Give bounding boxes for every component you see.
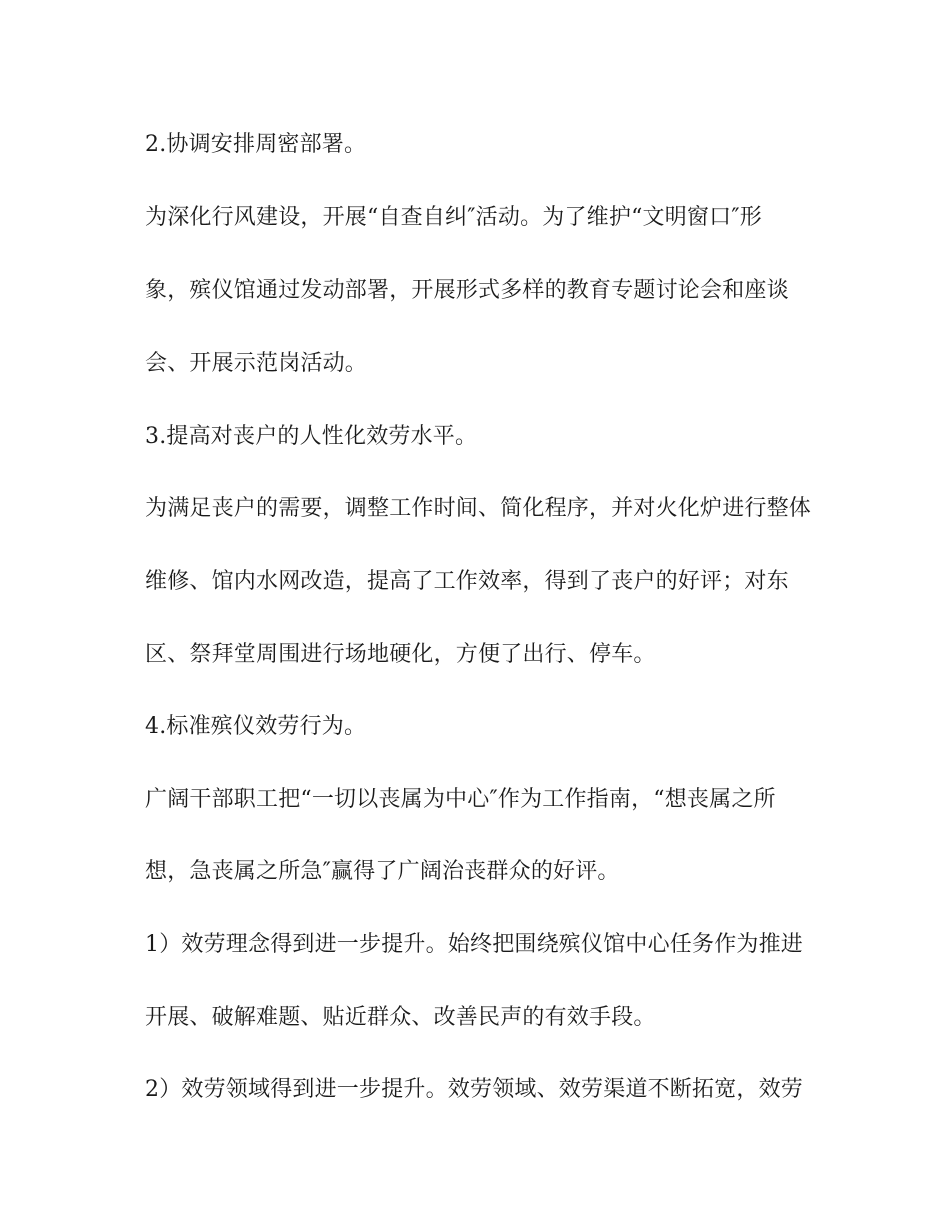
list-item-2: 2）效劳领域得到进一步提升。效劳领域、效劳渠道不断拓宽，效劳 [145, 1077, 803, 1102]
paragraph-line: 会、开展示范岗活动。 [145, 351, 368, 376]
paragraph-line: 广阔干部职工把“一切以丧属为中心″作为工作指南，“想丧属之所 [145, 787, 776, 812]
paragraph-line: 象，殡仪馆通过发动部署，开展形式多样的教育专题讨论会和座谈 [145, 278, 789, 303]
paragraph-line: 为深化行风建设，开展“自查自纠″活动。为了维护“文明窗口″形 [145, 205, 762, 230]
paragraph-line: 开展、破解难题、贴近群众、改善民声的有效手段。 [145, 1005, 656, 1030]
paragraph-line: 为满足丧户的需要，调整工作时间、简化程序，并对火化炉进行整体 [145, 496, 812, 521]
paragraph-line: 想，急丧属之所急″赢得了广阔治丧群众的好评。 [145, 859, 620, 884]
list-item-1: 1）效劳理念得到进一步提升。始终把围绕殡仪馆中心任务作为推进 [145, 932, 803, 957]
section-heading-2: 2.协调安排周密部署。 [145, 132, 367, 157]
section-heading-3: 3.提高对丧户的人性化效劳水平。 [145, 424, 478, 449]
section-heading-4: 4.标准殡仪效劳行为。 [145, 714, 367, 739]
paragraph-line: 区、祭拜堂周围进行场地硬化，方便了出行、停车。 [145, 642, 656, 667]
paragraph-line: 维修、馆内水网改造，提高了工作效率，得到了丧户的好评；对东 [145, 569, 789, 594]
